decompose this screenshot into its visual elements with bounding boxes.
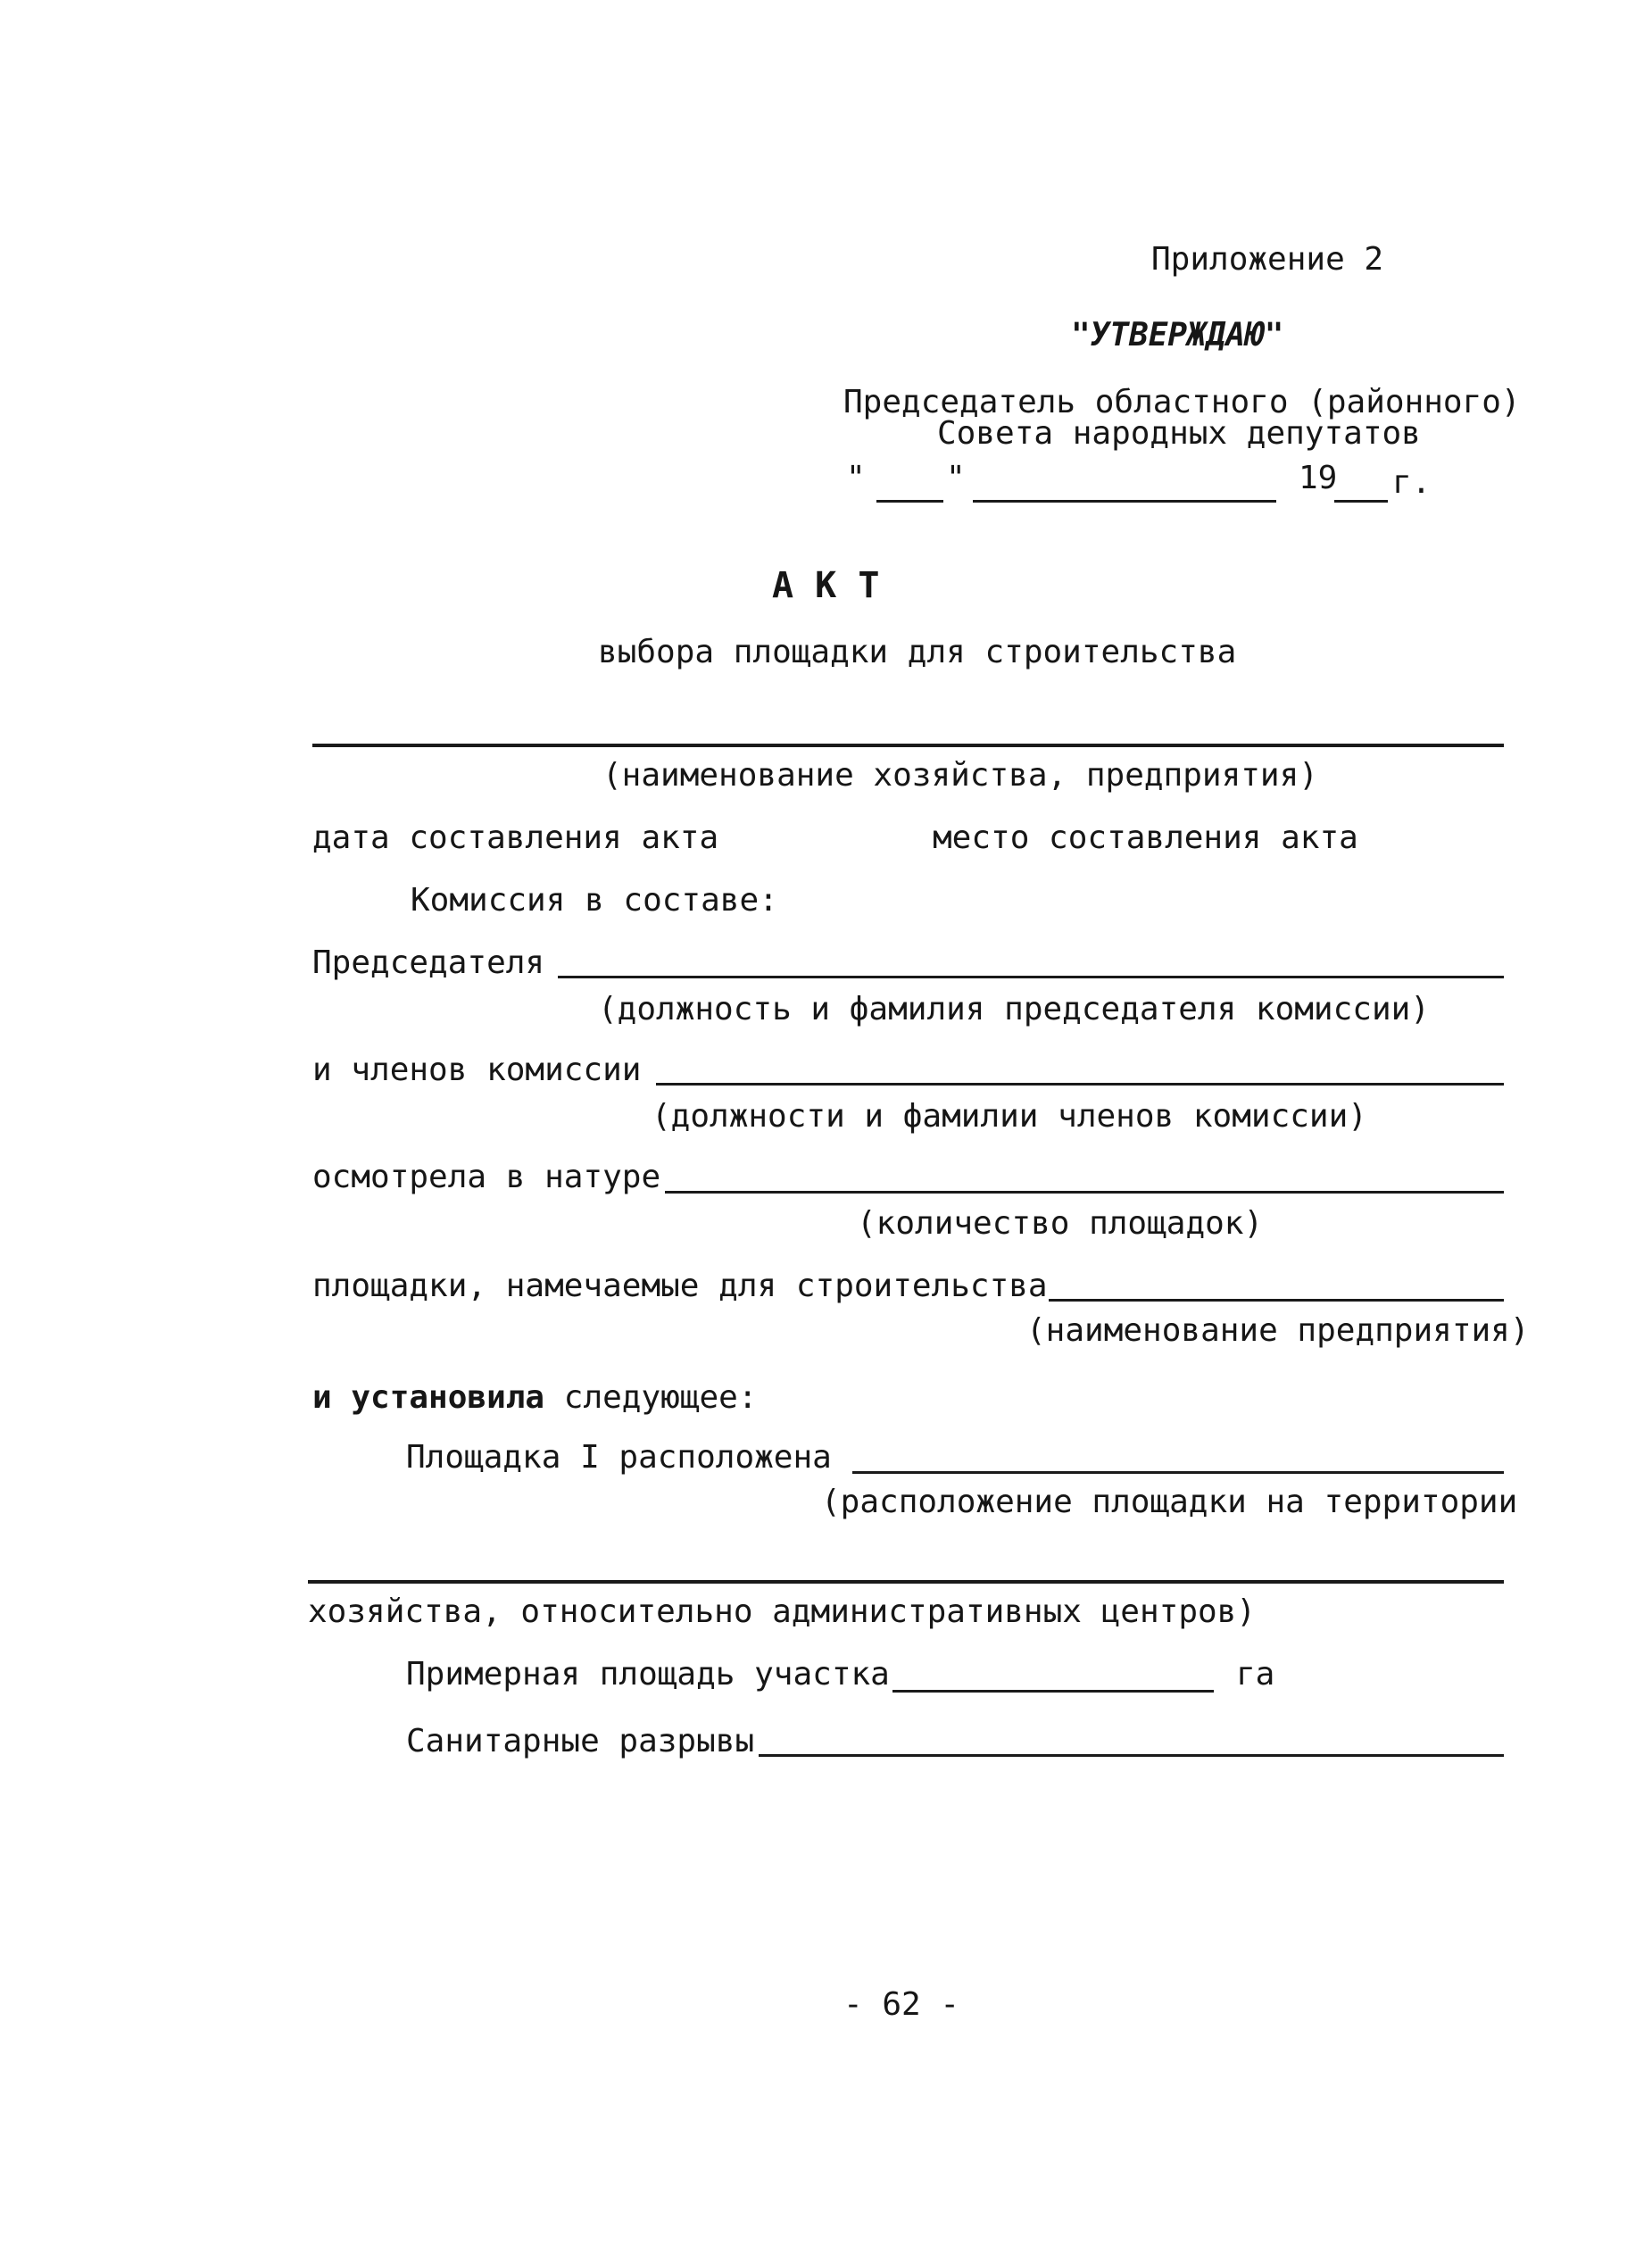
year-field[interactable] bbox=[1334, 500, 1388, 503]
day-field[interactable] bbox=[876, 500, 943, 503]
site1-location-field[interactable] bbox=[308, 1580, 1504, 1584]
month-field[interactable] bbox=[973, 500, 1276, 503]
chair-title-line1: Председатель областного (районного) bbox=[843, 384, 1521, 420]
site1-caption-cont: хозяйства, относительно административных центров) bbox=[308, 1593, 1257, 1630]
site1-field[interactable] bbox=[852, 1471, 1504, 1474]
sanitary-field[interactable] bbox=[759, 1754, 1504, 1757]
chairman-field[interactable] bbox=[558, 976, 1504, 978]
site1-label: Площадка I расположена bbox=[406, 1439, 832, 1476]
established-line bbox=[312, 1379, 758, 1417]
sanitary-label: Санитарные разрывы bbox=[406, 1723, 755, 1759]
members-caption: (должности и фамилии членов комиссии) bbox=[652, 1098, 1367, 1135]
act-place-label: место составления акта bbox=[933, 819, 1358, 856]
enterprise-caption: (наименование хозяйства, предприятия) bbox=[602, 757, 1318, 794]
act-date-label: дата составления акта bbox=[312, 819, 719, 856]
established-bold: и установила bbox=[312, 1379, 545, 1416]
year-prefix: 19 bbox=[1299, 460, 1338, 496]
approved-stamp: "УТВЕРЖДАЮ" bbox=[1071, 317, 1284, 354]
members-label: и членов комиссии bbox=[312, 1052, 642, 1088]
date-open-quote: " bbox=[846, 460, 866, 496]
established-rest: следующее: bbox=[563, 1379, 758, 1416]
date-close-quote: " bbox=[946, 460, 966, 496]
sites-field[interactable] bbox=[1049, 1299, 1504, 1302]
chairman-caption: (должность и фамилия председателя комиссии) bbox=[598, 991, 1430, 1027]
commission-intro: Комиссия в составе: bbox=[411, 882, 778, 919]
area-label: Примерная площадь участка bbox=[406, 1656, 890, 1693]
inspected-label: осмотрела в натуре bbox=[312, 1159, 661, 1195]
document-title: А К Т bbox=[772, 565, 880, 606]
area-field[interactable] bbox=[892, 1690, 1214, 1693]
inspected-caption: (количество площадок) bbox=[857, 1205, 1264, 1242]
inspected-field[interactable] bbox=[665, 1191, 1504, 1194]
sites-caption: (наименование предприятия) bbox=[1026, 1312, 1530, 1349]
year-suffix: г. bbox=[1392, 464, 1432, 501]
chair-title-line2: Совета народных депутатов bbox=[937, 415, 1421, 452]
members-field[interactable] bbox=[656, 1083, 1504, 1086]
appendix-label: Приложение 2 bbox=[1151, 241, 1384, 278]
chairman-label: Председателя bbox=[312, 944, 545, 981]
document-subtitle: выбора площадки для строительства bbox=[598, 634, 1237, 670]
sites-label: площадки, намечаемые для строительства bbox=[312, 1268, 1048, 1304]
area-unit: га bbox=[1236, 1656, 1275, 1693]
site1-caption: (расположение площадки на территории bbox=[821, 1484, 1518, 1520]
page-number: - 62 - bbox=[843, 1986, 960, 2023]
enterprise-name-field[interactable] bbox=[312, 744, 1504, 747]
